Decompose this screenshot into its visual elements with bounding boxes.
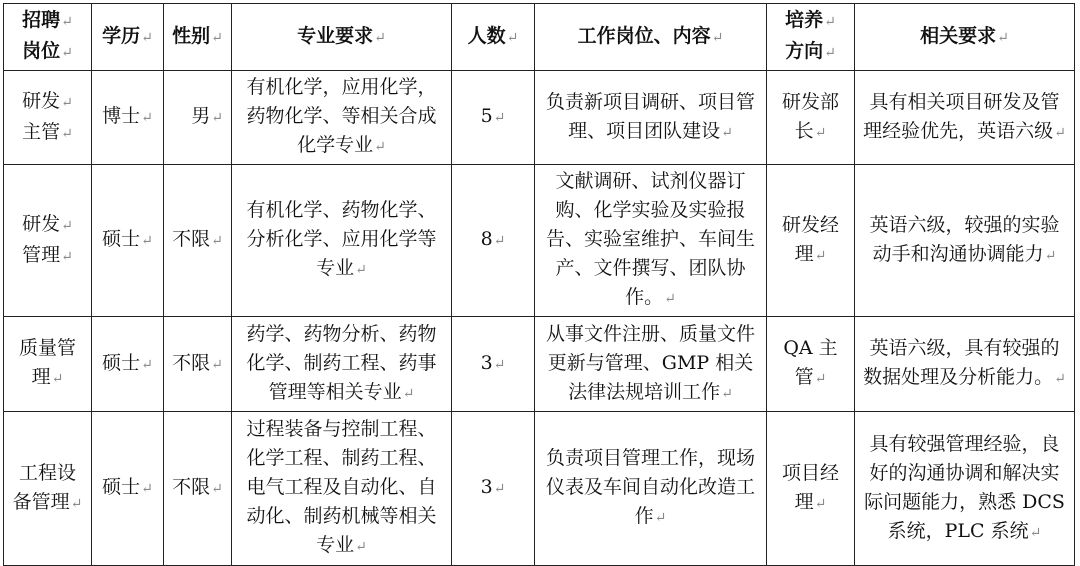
cell-requirements: 英语六级，较强的实验动手和沟通协调能力↵: [855, 165, 1075, 317]
cell-count: 3↵: [452, 412, 535, 566]
cell-content: 从事文件注册、质量文件更新与管理、GMP 相关法律法规培训工作↵: [535, 317, 767, 412]
header-education: 学历↵: [92, 4, 164, 71]
cell-gender: 男↵: [164, 71, 232, 165]
cell-major: 过程装备与控制工程、化学工程、制药工程、电气工程及自动化、自动化、制药机械等相关专业↵: [232, 412, 452, 566]
header-count: 人数↵: [452, 4, 535, 71]
cell-position: 研发↵ 主管↵: [4, 71, 92, 165]
cell-requirements: 英语六级，具有较强的数据处理及分析能力。↵: [855, 317, 1075, 412]
header-content: 工作岗位、内容↵: [535, 4, 767, 71]
recruitment-table: [3, 3, 1075, 566]
cell-position: 工程设 备管理↵: [4, 412, 92, 566]
table-row: [4, 412, 1075, 566]
cell-content: 文献调研、试剂仪器订购、化学实验及实验报告、实验室维护、车间生产、文件撰写、团队协作。↵: [535, 165, 767, 317]
cell-gender: 不限↵: [164, 317, 232, 412]
cell-direction: 研发部长↵: [767, 71, 855, 165]
cell-education: 硕士↵: [92, 165, 164, 317]
cell-count: 5↵: [452, 71, 535, 165]
table-row: [4, 71, 1075, 165]
cell-direction: 研发经理↵: [767, 165, 855, 317]
header-major: 专业要求↵: [232, 4, 452, 71]
header-row: [4, 4, 1075, 71]
table-row: [4, 165, 1075, 317]
cell-requirements: 具有较强管理经验，良好的沟通协调和解决实际问题能力，熟悉 DCS 系统，PLC 系统↵: [855, 412, 1075, 566]
cell-education: 硕士↵: [92, 317, 164, 412]
cell-education: 硕士↵: [92, 412, 164, 566]
cell-direction: 项目经理↵: [767, 412, 855, 566]
cell-direction: QA 主管↵: [767, 317, 855, 412]
cell-position: 研发↵ 管理↵: [4, 165, 92, 317]
cell-major: 有机化学、药物化学、分析化学、应用化学等专业↵: [232, 165, 452, 317]
cell-major: 药学、药物分析、药物化学、制药工程、药事管理等相关专业↵: [232, 317, 452, 412]
cell-count: 3↵: [452, 317, 535, 412]
header-gender: 性别↵: [164, 4, 232, 71]
header-position: 招聘↵ 岗位↵: [4, 4, 92, 71]
cell-requirements: 具有相关项目研发及管理经验优先，英语六级↵: [855, 71, 1075, 165]
cell-gender: 不限↵: [164, 165, 232, 317]
cell-position: 质量管 理↵: [4, 317, 92, 412]
table-row: [4, 317, 1075, 412]
cell-content: 负责新项目调研、项目管理、项目团队建设↵: [535, 71, 767, 165]
cell-major: 有机化学，应用化学，药物化学、等相关合成化学专业↵: [232, 71, 452, 165]
cell-gender: 不限↵: [164, 412, 232, 566]
cell-education: 博士↵: [92, 71, 164, 165]
header-requirements: 相关要求↵: [855, 4, 1075, 71]
header-direction: 培养↵ 方向↵: [767, 4, 855, 71]
cell-content: 负责项目管理工作，现场仪表及车间自动化改造工作↵: [535, 412, 767, 566]
cell-count: 8↵: [452, 165, 535, 317]
